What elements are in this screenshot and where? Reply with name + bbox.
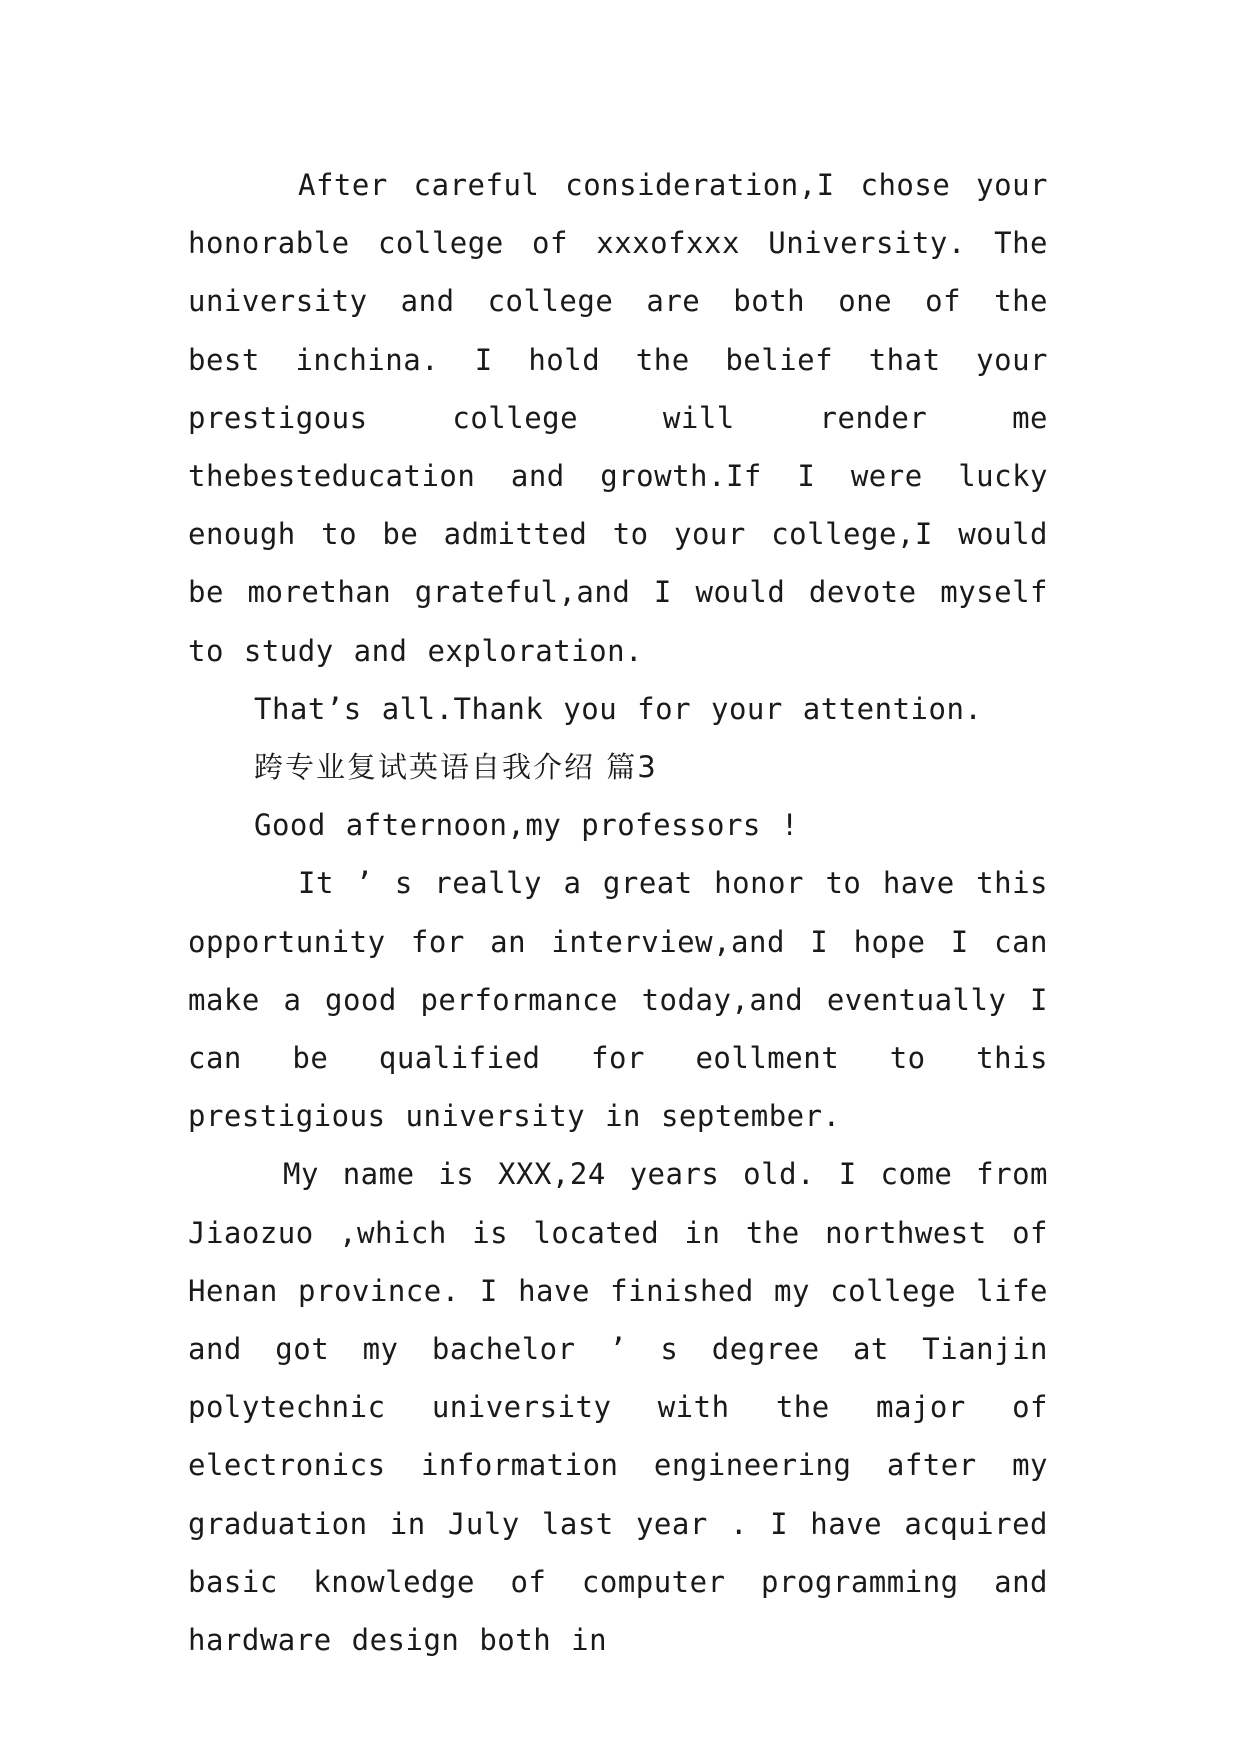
paragraph-background: My name is XXX,24 years old. I come from Jiaozuo ,which is located in the northwest of Henan province. I have finished my college life and got my bachelor ’ s degree at Tianjin polytechnic university with the major of electronics information engineering after my graduation in July last year . I have acquired basic knowledge of computer programming and hardware design both in — [188, 1157, 1048, 1658]
section-heading: 跨专业复试英语自我介绍 篇3 — [254, 750, 658, 785]
paragraph-college-choice: After careful consideration,I chose your honorable college of xxxofxxx University. The university and college are both one of the best inchina. I hold the belief that your prestigous college will render me thebesteducation and growth.If I were lucky enough to be admitted to your college,I would be morethan grateful,and I would devote myself to study and exploration. — [188, 168, 1048, 668]
paragraph-greeting: Good afternoon,my professors ! — [254, 808, 799, 843]
paragraph-closing: That’s all.Thank you for your attention. — [254, 691, 983, 726]
document-body — [188, 156, 1048, 1669]
paragraph-honor: It ’ s really a great honor to have this opportunity for an interview,and I hope I can make a good performance today,and eventually I can be qualified for eollment to this prestigious university in september. — [188, 866, 1048, 1134]
